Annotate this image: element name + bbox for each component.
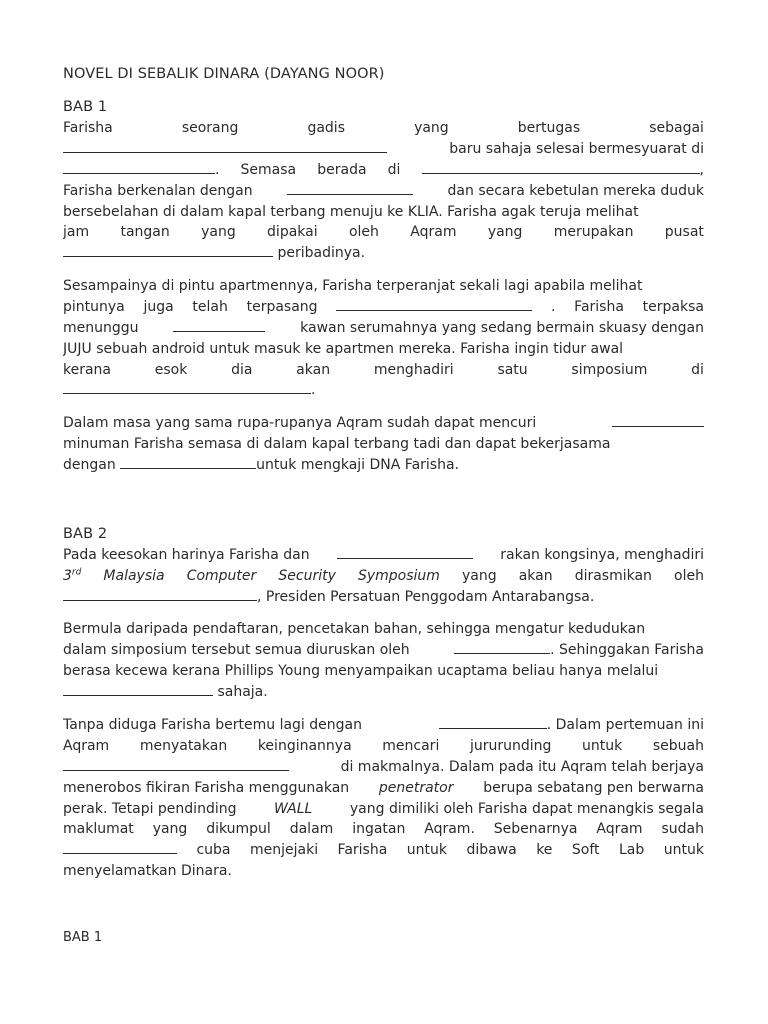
bab1-paragraph-1 bbox=[63, 118, 704, 264]
fill-in-blank[interactable] bbox=[63, 381, 311, 394]
document-title: NOVEL DI SEBALIK DINARA (DAYANG NOOR) bbox=[63, 66, 385, 82]
bab2-paragraph-2 bbox=[63, 619, 704, 703]
fill-in-blank[interactable] bbox=[63, 841, 177, 854]
line: minuman Farisha semasa di dalam kapal terbang tadi dan dapat bekerjasama bbox=[63, 435, 611, 452]
line: di makmalnya. Dalam pada itu Aqram telah berjaya bbox=[63, 757, 704, 778]
fill-in-blank[interactable] bbox=[63, 683, 213, 696]
line: jam tangan yang dipakai oleh Aqram yang merupakan pusat bbox=[63, 224, 704, 241]
line: cuba menjejaki Farisha untuk dibawa ke Soft Lab untuk bbox=[63, 840, 704, 861]
line: sahaja. bbox=[63, 682, 704, 703]
line: dalam simposium tersebut semua diuruskan oleh . Sehinggakan Farisha bbox=[63, 641, 704, 658]
fill-in-blank[interactable] bbox=[287, 182, 413, 195]
bab1-paragraph-3 bbox=[63, 413, 704, 476]
fill-in-blank[interactable] bbox=[422, 161, 700, 174]
chapter-1-heading: BAB 1 bbox=[63, 99, 108, 115]
bab2-paragraph-3 bbox=[63, 715, 704, 882]
fill-in-blank[interactable] bbox=[63, 244, 273, 257]
line: Tanpa diduga Farisha bertemu lagi dengan . Dalam pertemuan ini bbox=[63, 717, 704, 733]
fill-in-blank[interactable] bbox=[336, 298, 532, 311]
line: 3rd Malaysia Computer Security Symposium yang akan dirasmikan oleh bbox=[63, 567, 704, 584]
fill-in-blank[interactable] bbox=[439, 716, 547, 729]
fill-in-blank[interactable] bbox=[63, 758, 289, 771]
line: baru sahaja selesai bermesyuarat di bbox=[63, 139, 704, 160]
line: Dalam masa yang sama rupa-rupanya Aqram sudah dapat mencuri bbox=[63, 413, 704, 434]
fill-in-blank[interactable] bbox=[63, 161, 215, 174]
line: perak. Tetapi pendinding WALL yang dimiliki oleh Farisha dapat menangkis segala bbox=[63, 800, 704, 817]
line: dengan untuk mengkaji DNA Farisha. bbox=[63, 456, 459, 473]
line: JUJU sebuah android untuk masuk ke apartmen mereka. Farisha ingin tidur awal bbox=[63, 340, 624, 357]
footer-chapter-label: BAB 1 bbox=[63, 930, 103, 945]
bab2-paragraph-1 bbox=[63, 545, 704, 608]
line: maklumat yang dikumpul dalam ingatan Aqram. Sebenarnya Aqram sudah bbox=[63, 821, 704, 838]
fill-in-blank[interactable] bbox=[63, 588, 257, 601]
line: Sesampainya di pintu apartmennya, Farisha terperanjat sekali lagi apabila melihat bbox=[63, 278, 643, 294]
line: peribadinya. bbox=[63, 243, 704, 264]
fill-in-blank[interactable] bbox=[173, 319, 265, 332]
line: menerobos fikiran Farisha menggunakan penetrator berupa sebatang pen berwarna bbox=[63, 779, 704, 796]
fill-in-blank[interactable] bbox=[337, 546, 473, 559]
line: Farisha berkenalan dengan dan secara kebetulan mereka duduk bbox=[63, 182, 704, 199]
line: . Semasa berada di , bbox=[63, 160, 704, 181]
fill-in-blank[interactable] bbox=[454, 641, 550, 654]
line: pintunya juga telah terpasang . Farisha terpaksa bbox=[63, 298, 704, 315]
line: kerana esok dia akan menghadiri satu simposium di bbox=[63, 361, 704, 378]
line: . bbox=[63, 380, 704, 401]
bab1-paragraph-2 bbox=[63, 276, 704, 401]
line: menyelamatkan Dinara. bbox=[63, 863, 232, 880]
chapter-2-heading: BAB 2 bbox=[63, 526, 108, 542]
fill-in-blank[interactable] bbox=[63, 140, 387, 153]
line: Bermula daripada pendaftaran, pencetakan bahan, sehingga mengatur kedudukan bbox=[63, 621, 646, 637]
line: menunggu kawan serumahnya yang sedang bermain skuasy dengan bbox=[63, 319, 704, 336]
line: Pada keesokan harinya Farisha dan rakan kongsinya, menghadiri bbox=[63, 547, 704, 563]
fill-in-blank[interactable] bbox=[612, 414, 704, 427]
fill-in-blank[interactable] bbox=[120, 456, 256, 469]
line: , Presiden Persatuan Penggodam Antarabangsa. bbox=[63, 587, 704, 608]
line: Farisha seorang gadis yang bertugas sebagai bbox=[63, 120, 704, 136]
line: bersebelahan di dalam kapal terbang menuju ke KLIA. Farisha agak teruja melihat bbox=[63, 203, 639, 220]
line: Aqram menyatakan keinginannya mencari jururunding untuk sebuah bbox=[63, 737, 704, 754]
line: berasa kecewa kerana Phillips Young menyampaikan ucaptama beliau hanya melalui bbox=[63, 662, 659, 679]
